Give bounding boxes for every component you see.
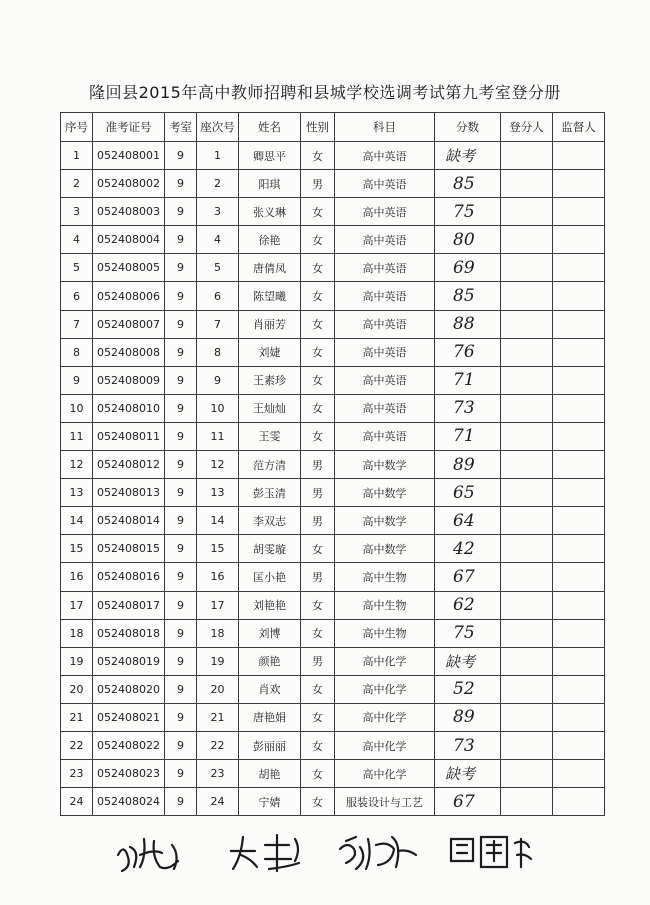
room-number-cell: 9 xyxy=(165,366,197,394)
gender-cell: 女 xyxy=(301,703,335,731)
gender-cell: 女 xyxy=(301,731,335,759)
seat-number-cell: 3 xyxy=(197,198,239,226)
room-number-cell: 9 xyxy=(165,310,197,338)
subject-cell: 高中英语 xyxy=(335,422,435,450)
exam-id-cell: 052408019 xyxy=(93,647,165,675)
candidate-name-cell: 颜艳 xyxy=(239,647,301,675)
candidate-name-cell: 王素珍 xyxy=(239,366,301,394)
exam-id-cell: 052408009 xyxy=(93,366,165,394)
seat-number-cell: 17 xyxy=(197,591,239,619)
table-row xyxy=(61,675,605,703)
supervisor-cell xyxy=(553,563,605,591)
room-number-cell: 9 xyxy=(165,338,197,366)
candidate-name-cell: 匡小艳 xyxy=(239,563,301,591)
row-number-cell: 1 xyxy=(61,142,93,170)
exam-id-cell: 052408020 xyxy=(93,675,165,703)
seat-number-cell: 7 xyxy=(197,310,239,338)
subject-cell: 高中数学 xyxy=(335,479,435,507)
score-cell: 67 xyxy=(435,563,501,591)
gender-cell: 女 xyxy=(301,198,335,226)
supervisor-cell xyxy=(553,254,605,282)
seat-number-cell: 5 xyxy=(197,254,239,282)
subject-cell: 高中英语 xyxy=(335,282,435,310)
supervisor-cell xyxy=(553,394,605,422)
table-row xyxy=(61,535,605,563)
supervisor-cell xyxy=(553,338,605,366)
table-body xyxy=(61,142,605,816)
subject-cell: 高中化学 xyxy=(335,703,435,731)
recorder-cell xyxy=(501,675,553,703)
table-row xyxy=(61,422,605,450)
score-cell: 69 xyxy=(435,254,501,282)
table-row xyxy=(61,647,605,675)
exam-id-cell: 052408002 xyxy=(93,170,165,198)
gender-cell: 女 xyxy=(301,338,335,366)
recorder-cell xyxy=(501,170,553,198)
subject-cell: 高中生物 xyxy=(335,591,435,619)
gender-cell: 女 xyxy=(301,760,335,788)
exam-id-cell: 052408005 xyxy=(93,254,165,282)
table-row xyxy=(61,591,605,619)
exam-id-cell: 052408011 xyxy=(93,422,165,450)
row-number-cell: 20 xyxy=(61,675,93,703)
table-row xyxy=(61,282,605,310)
gender-cell: 女 xyxy=(301,310,335,338)
gender-cell: 女 xyxy=(301,422,335,450)
exam-id-cell: 052408021 xyxy=(93,703,165,731)
subject-cell: 高中数学 xyxy=(335,451,435,479)
candidate-name-cell: 阳琪 xyxy=(239,170,301,198)
seat-number-cell: 16 xyxy=(197,563,239,591)
seat-number-cell: 13 xyxy=(197,479,239,507)
gender-cell: 女 xyxy=(301,282,335,310)
gender-cell: 女 xyxy=(301,535,335,563)
col-header-seat: 座次号 xyxy=(197,113,239,142)
subject-cell: 高中化学 xyxy=(335,760,435,788)
room-number-cell: 9 xyxy=(165,479,197,507)
subject-cell: 高中化学 xyxy=(335,675,435,703)
row-number-cell: 10 xyxy=(61,394,93,422)
subject-cell: 高中生物 xyxy=(335,619,435,647)
row-number-cell: 8 xyxy=(61,338,93,366)
gender-cell: 女 xyxy=(301,788,335,816)
row-number-cell: 23 xyxy=(61,760,93,788)
score-cell: 85 xyxy=(435,282,501,310)
seat-number-cell: 23 xyxy=(197,760,239,788)
supervisor-cell xyxy=(553,170,605,198)
supervisor-cell xyxy=(553,675,605,703)
exam-id-cell: 052408010 xyxy=(93,394,165,422)
row-number-cell: 4 xyxy=(61,226,93,254)
score-cell: 75 xyxy=(435,619,501,647)
recorder-cell xyxy=(501,479,553,507)
recorder-cell xyxy=(501,422,553,450)
room-number-cell: 9 xyxy=(165,226,197,254)
score-cell: 89 xyxy=(435,451,501,479)
room-number-cell: 9 xyxy=(165,731,197,759)
recorder-cell xyxy=(501,338,553,366)
room-number-cell: 9 xyxy=(165,254,197,282)
signature-4 xyxy=(445,825,540,880)
supervisor-cell xyxy=(553,479,605,507)
row-number-cell: 6 xyxy=(61,282,93,310)
row-number-cell: 13 xyxy=(61,479,93,507)
exam-id-cell: 052408012 xyxy=(93,451,165,479)
candidate-name-cell: 唐艳娟 xyxy=(239,703,301,731)
supervisor-cell xyxy=(553,142,605,170)
row-number-cell: 16 xyxy=(61,563,93,591)
seat-number-cell: 4 xyxy=(197,226,239,254)
room-number-cell: 9 xyxy=(165,198,197,226)
table-row xyxy=(61,198,605,226)
room-number-cell: 9 xyxy=(165,647,197,675)
room-number-cell: 9 xyxy=(165,703,197,731)
score-cell: 67 xyxy=(435,788,501,816)
seat-number-cell: 15 xyxy=(197,535,239,563)
room-number-cell: 9 xyxy=(165,422,197,450)
supervisor-cell xyxy=(553,507,605,535)
gender-cell: 男 xyxy=(301,563,335,591)
supervisor-cell xyxy=(553,310,605,338)
supervisor-cell xyxy=(553,760,605,788)
gender-cell: 女 xyxy=(301,591,335,619)
gender-cell: 女 xyxy=(301,366,335,394)
gender-cell: 女 xyxy=(301,619,335,647)
recorder-cell xyxy=(501,619,553,647)
subject-cell: 服装设计与工艺 xyxy=(335,788,435,816)
recorder-cell xyxy=(501,788,553,816)
score-cell: 62 xyxy=(435,591,501,619)
subject-cell: 高中英语 xyxy=(335,226,435,254)
col-header-exam-id: 准考证号 xyxy=(93,113,165,142)
signature-1 xyxy=(110,825,215,880)
table-header xyxy=(61,113,605,142)
subject-cell: 高中英语 xyxy=(335,254,435,282)
recorder-cell xyxy=(501,703,553,731)
signature-area xyxy=(110,825,550,885)
gender-cell: 女 xyxy=(301,675,335,703)
gender-cell: 女 xyxy=(301,394,335,422)
table-row xyxy=(61,479,605,507)
gender-cell: 男 xyxy=(301,451,335,479)
room-number-cell: 9 xyxy=(165,142,197,170)
table-row xyxy=(61,731,605,759)
supervisor-cell xyxy=(553,619,605,647)
row-number-cell: 14 xyxy=(61,507,93,535)
table-row xyxy=(61,394,605,422)
exam-id-cell: 052408007 xyxy=(93,310,165,338)
candidate-name-cell: 李双志 xyxy=(239,507,301,535)
recorder-cell xyxy=(501,282,553,310)
recorder-cell xyxy=(501,563,553,591)
score-cell: 71 xyxy=(435,366,501,394)
score-cell: 73 xyxy=(435,731,501,759)
room-number-cell: 9 xyxy=(165,563,197,591)
recorder-cell xyxy=(501,394,553,422)
candidate-name-cell: 刘博 xyxy=(239,619,301,647)
subject-cell: 高中数学 xyxy=(335,507,435,535)
exam-id-cell: 052408016 xyxy=(93,563,165,591)
col-header-gender: 性别 xyxy=(301,113,335,142)
candidate-name-cell: 卿思平 xyxy=(239,142,301,170)
score-cell: 85 xyxy=(435,170,501,198)
supervisor-cell xyxy=(553,703,605,731)
room-number-cell: 9 xyxy=(165,451,197,479)
room-number-cell: 9 xyxy=(165,507,197,535)
col-header-no: 序号 xyxy=(61,113,93,142)
subject-cell: 高中英语 xyxy=(335,170,435,198)
signature-3 xyxy=(332,825,427,880)
table-row xyxy=(61,788,605,816)
candidate-name-cell: 彭丽丽 xyxy=(239,731,301,759)
supervisor-cell xyxy=(553,198,605,226)
supervisor-cell xyxy=(553,535,605,563)
seat-number-cell: 18 xyxy=(197,619,239,647)
exam-id-cell: 052408024 xyxy=(93,788,165,816)
seat-number-cell: 22 xyxy=(197,731,239,759)
candidate-name-cell: 王雯 xyxy=(239,422,301,450)
seat-number-cell: 2 xyxy=(197,170,239,198)
score-table xyxy=(60,112,605,816)
seat-number-cell: 1 xyxy=(197,142,239,170)
table-row xyxy=(61,619,605,647)
signature-2 xyxy=(225,825,320,880)
recorder-cell xyxy=(501,198,553,226)
room-number-cell: 9 xyxy=(165,760,197,788)
room-number-cell: 9 xyxy=(165,619,197,647)
row-number-cell: 17 xyxy=(61,591,93,619)
row-number-cell: 21 xyxy=(61,703,93,731)
seat-number-cell: 10 xyxy=(197,394,239,422)
exam-id-cell: 052408018 xyxy=(93,619,165,647)
room-number-cell: 9 xyxy=(165,170,197,198)
row-number-cell: 12 xyxy=(61,451,93,479)
table-row xyxy=(61,703,605,731)
recorder-cell xyxy=(501,451,553,479)
supervisor-cell xyxy=(553,788,605,816)
supervisor-cell xyxy=(553,422,605,450)
seat-number-cell: 11 xyxy=(197,422,239,450)
exam-id-cell: 052408014 xyxy=(93,507,165,535)
candidate-name-cell: 肖丽芳 xyxy=(239,310,301,338)
row-number-cell: 22 xyxy=(61,731,93,759)
row-number-cell: 3 xyxy=(61,198,93,226)
candidate-name-cell: 彭玉清 xyxy=(239,479,301,507)
score-cell: 71 xyxy=(435,422,501,450)
supervisor-cell xyxy=(553,451,605,479)
subject-cell: 高中化学 xyxy=(335,731,435,759)
gender-cell: 男 xyxy=(301,170,335,198)
row-number-cell: 5 xyxy=(61,254,93,282)
seat-number-cell: 14 xyxy=(197,507,239,535)
score-cell: 52 xyxy=(435,675,501,703)
recorder-cell xyxy=(501,142,553,170)
candidate-name-cell: 宁婧 xyxy=(239,788,301,816)
subject-cell: 高中生物 xyxy=(335,563,435,591)
score-cell: 缺考 xyxy=(435,760,501,788)
subject-cell: 高中英语 xyxy=(335,142,435,170)
gender-cell: 男 xyxy=(301,647,335,675)
recorder-cell xyxy=(501,254,553,282)
score-cell: 缺考 xyxy=(435,142,501,170)
candidate-name-cell: 徐艳 xyxy=(239,226,301,254)
candidate-name-cell: 王灿灿 xyxy=(239,394,301,422)
room-number-cell: 9 xyxy=(165,591,197,619)
row-number-cell: 19 xyxy=(61,647,93,675)
score-cell: 88 xyxy=(435,310,501,338)
row-number-cell: 18 xyxy=(61,619,93,647)
subject-cell: 高中英语 xyxy=(335,366,435,394)
score-cell: 76 xyxy=(435,338,501,366)
table-row xyxy=(61,366,605,394)
score-cell: 73 xyxy=(435,394,501,422)
recorder-cell xyxy=(501,731,553,759)
supervisor-cell xyxy=(553,226,605,254)
score-cell: 80 xyxy=(435,226,501,254)
room-number-cell: 9 xyxy=(165,535,197,563)
seat-number-cell: 8 xyxy=(197,338,239,366)
exam-id-cell: 052408003 xyxy=(93,198,165,226)
table-row xyxy=(61,310,605,338)
candidate-name-cell: 胡艳 xyxy=(239,760,301,788)
col-header-supervisor: 监督人 xyxy=(553,113,605,142)
score-cell: 42 xyxy=(435,535,501,563)
candidate-name-cell: 刘婕 xyxy=(239,338,301,366)
row-number-cell: 11 xyxy=(61,422,93,450)
subject-cell: 高中英语 xyxy=(335,394,435,422)
col-header-room: 考室 xyxy=(165,113,197,142)
exam-id-cell: 052408013 xyxy=(93,479,165,507)
table-row xyxy=(61,142,605,170)
exam-id-cell: 052408008 xyxy=(93,338,165,366)
col-header-recorder: 登分人 xyxy=(501,113,553,142)
supervisor-cell xyxy=(553,647,605,675)
gender-cell: 男 xyxy=(301,507,335,535)
row-number-cell: 7 xyxy=(61,310,93,338)
table-row xyxy=(61,254,605,282)
exam-id-cell: 052408015 xyxy=(93,535,165,563)
table-row xyxy=(61,338,605,366)
gender-cell: 女 xyxy=(301,254,335,282)
recorder-cell xyxy=(501,366,553,394)
subject-cell: 高中英语 xyxy=(335,310,435,338)
table-row xyxy=(61,760,605,788)
seat-number-cell: 12 xyxy=(197,451,239,479)
exam-id-cell: 052408006 xyxy=(93,282,165,310)
table-row xyxy=(61,451,605,479)
gender-cell: 男 xyxy=(301,479,335,507)
candidate-name-cell: 陈望曦 xyxy=(239,282,301,310)
room-number-cell: 9 xyxy=(165,394,197,422)
candidate-name-cell: 胡雯璇 xyxy=(239,535,301,563)
table-row xyxy=(61,507,605,535)
room-number-cell: 9 xyxy=(165,788,197,816)
supervisor-cell xyxy=(553,282,605,310)
subject-cell: 高中数学 xyxy=(335,535,435,563)
col-header-name: 姓名 xyxy=(239,113,301,142)
table-row xyxy=(61,563,605,591)
recorder-cell xyxy=(501,310,553,338)
recorder-cell xyxy=(501,647,553,675)
row-number-cell: 9 xyxy=(61,366,93,394)
candidate-name-cell: 唐倩凤 xyxy=(239,254,301,282)
exam-id-cell: 052408023 xyxy=(93,760,165,788)
recorder-cell xyxy=(501,507,553,535)
candidate-name-cell: 肖欢 xyxy=(239,675,301,703)
table-row xyxy=(61,226,605,254)
room-number-cell: 9 xyxy=(165,282,197,310)
exam-id-cell: 052408017 xyxy=(93,591,165,619)
subject-cell: 高中化学 xyxy=(335,647,435,675)
row-number-cell: 15 xyxy=(61,535,93,563)
exam-id-cell: 052408022 xyxy=(93,731,165,759)
score-cell: 89 xyxy=(435,703,501,731)
score-cell: 64 xyxy=(435,507,501,535)
recorder-cell xyxy=(501,760,553,788)
seat-number-cell: 21 xyxy=(197,703,239,731)
recorder-cell xyxy=(501,535,553,563)
seat-number-cell: 20 xyxy=(197,675,239,703)
score-cell: 缺考 xyxy=(435,647,501,675)
candidate-name-cell: 范方清 xyxy=(239,451,301,479)
candidate-name-cell: 张义琳 xyxy=(239,198,301,226)
seat-number-cell: 6 xyxy=(197,282,239,310)
gender-cell: 女 xyxy=(301,142,335,170)
col-header-subject: 科目 xyxy=(335,113,435,142)
col-header-score: 分数 xyxy=(435,113,501,142)
subject-cell: 高中英语 xyxy=(335,338,435,366)
candidate-name-cell: 刘艳艳 xyxy=(239,591,301,619)
seat-number-cell: 24 xyxy=(197,788,239,816)
recorder-cell xyxy=(501,591,553,619)
table-row xyxy=(61,170,605,198)
seat-number-cell: 9 xyxy=(197,366,239,394)
score-cell: 65 xyxy=(435,479,501,507)
seat-number-cell: 19 xyxy=(197,647,239,675)
room-number-cell: 9 xyxy=(165,675,197,703)
row-number-cell: 24 xyxy=(61,788,93,816)
row-number-cell: 2 xyxy=(61,170,93,198)
score-cell: 75 xyxy=(435,198,501,226)
subject-cell: 高中英语 xyxy=(335,198,435,226)
supervisor-cell xyxy=(553,591,605,619)
supervisor-cell xyxy=(553,366,605,394)
sheet-title: 隆回县2015年高中教师招聘和县城学校选调考试第九考室登分册 xyxy=(89,83,561,102)
gender-cell: 女 xyxy=(301,226,335,254)
exam-id-cell: 052408001 xyxy=(93,142,165,170)
exam-id-cell: 052408004 xyxy=(93,226,165,254)
supervisor-cell xyxy=(553,731,605,759)
recorder-cell xyxy=(501,226,553,254)
